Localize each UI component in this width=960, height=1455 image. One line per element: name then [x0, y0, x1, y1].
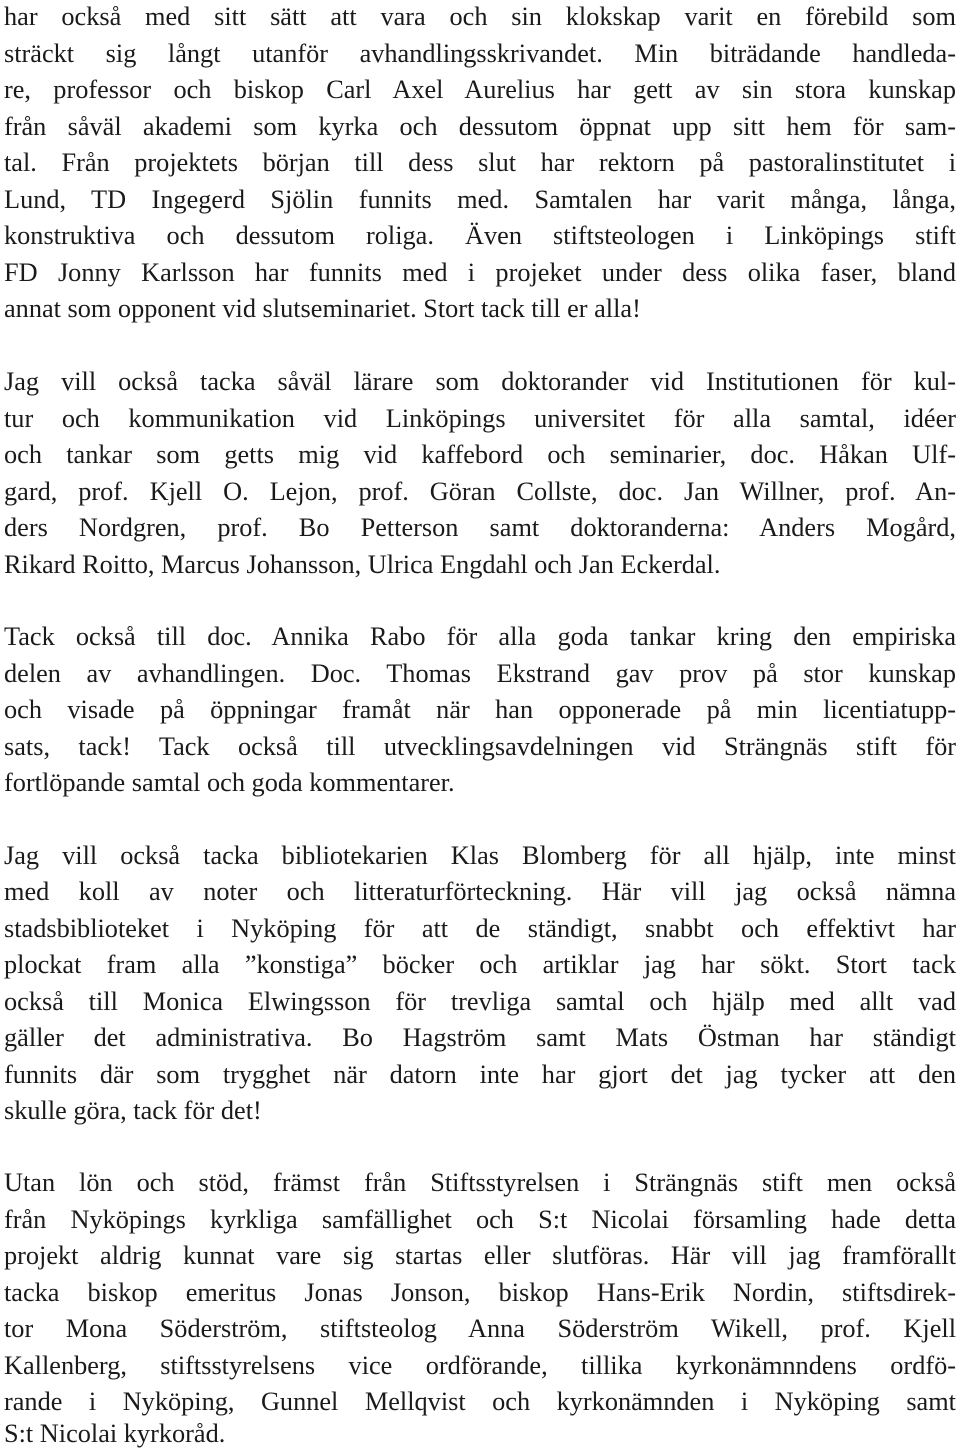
text-line: konstruktiva och dessutom roliga. Även stiftsteologen i Linköpings stift — [4, 221, 956, 250]
text-line: från såväl akademi som kyrka och dessutom öppnat upp sitt hem för sam- — [4, 112, 956, 141]
text-line: skulle göra, tack för det! — [4, 1096, 262, 1125]
text-line: har också med sitt sätt att vara och sin klokskap varit en förebild som — [4, 2, 956, 31]
text-line: stadsbiblioteket i Nyköping för att de ständigt, snabbt och effektivt har — [4, 914, 956, 943]
text-line: från Nyköpings kyrkliga samfällighet och S:t Nicolai församling hade detta — [4, 1205, 956, 1234]
text-line: rande i Nyköping, Gunnel Mellqvist och kyrkonämnden i Nyköping samt — [4, 1387, 956, 1416]
text-line: delen av avhandlingen. Doc. Thomas Ekstrand gav prov på stor kunskap — [4, 659, 956, 688]
text-line: Kallenberg, stiftsstyrelsens vice ordförande, tillika kyrkonämnndens ordfö- — [4, 1351, 956, 1380]
text-line: med koll av noter och litteraturförteckning. Här vill jag också nämna — [4, 877, 956, 906]
text-line: plockat fram alla ”konstiga” böcker och artiklar jag har sökt. Stort tack — [4, 950, 956, 979]
text-line: Rikard Roitto, Marcus Johansson, Ulrica Engdahl och Jan Eckerdal. — [4, 550, 721, 579]
text-line: S:t Nicolai kyrkoråd. — [4, 1419, 226, 1448]
text-line: Jag vill också tacka bibliotekarien Klas Blomberg för all hjälp, inte minst — [4, 841, 956, 870]
text-line: Utan lön och stöd, främst från Stiftsstyrelsen i Strängnäs stift men också — [4, 1168, 956, 1197]
text-line: och tankar som getts mig vid kaffebord och seminarier, doc. Håkan Ulf- — [4, 440, 956, 469]
text-line: gäller det administrativa. Bo Hagström samt Mats Östman har ständigt — [4, 1023, 956, 1052]
text-line: re, professor och biskop Carl Axel Aurelius har gett av sin stora kunskap — [4, 75, 956, 104]
text-line: fortlöpande samtal och goda kommentarer. — [4, 768, 455, 797]
text-line: ders Nordgren, prof. Bo Petterson samt doktoranderna: Anders Mogård, — [4, 513, 956, 542]
text-line: annat som opponent vid slutseminariet. Stort tack till er alla! — [4, 294, 641, 323]
text-line: Tack också till doc. Annika Rabo för alla goda tankar kring den empiriska — [4, 622, 956, 651]
text-line: tal. Från projektets början till dess slut har rektorn på pastoralinstitutet i — [4, 148, 956, 177]
text-line: Jag vill också tacka såväl lärare som doktorander vid Institutionen för kul- — [4, 367, 956, 396]
text-line: projekt aldrig kunnat vare sig startas eller slutföras. Här vill jag framförallt — [4, 1241, 956, 1270]
text-line: gard, prof. Kjell O. Lejon, prof. Göran Collste, doc. Jan Willner, prof. An- — [4, 477, 956, 506]
text-line: tur och kommunikation vid Linköpings universitet för alla samtal, idéer — [4, 404, 956, 433]
text-line: tor Mona Söderström, stiftsteolog Anna Söderström Wikell, prof. Kjell — [4, 1314, 956, 1343]
text-line: också till Monica Elwingsson för trevliga samtal och hjälp med allt vad — [4, 987, 956, 1016]
text-line: tacka biskop emeritus Jonas Jonson, biskop Hans-Erik Nordin, stiftsdirek- — [4, 1278, 956, 1307]
text-line: funnits där som trygghet när datorn inte har gjort det jag tycker att den — [4, 1060, 956, 1089]
text-line: sats, tack! Tack också till utvecklingsavdelningen vid Strängnäs stift för — [4, 732, 956, 761]
text-line: sträckt sig långt utanför avhandlingsskrivandet. Min biträdande handleda- — [4, 39, 956, 68]
text-line: Lund, TD Ingegerd Sjölin funnits med. Samtalen har varit många, långa, — [4, 185, 956, 214]
text-line: FD Jonny Karlsson har funnits med i projeket under dess olika faser, bland — [4, 258, 956, 287]
text-line: och visade på öppningar framåt när han opponerade på min licentiatupp- — [4, 695, 956, 724]
